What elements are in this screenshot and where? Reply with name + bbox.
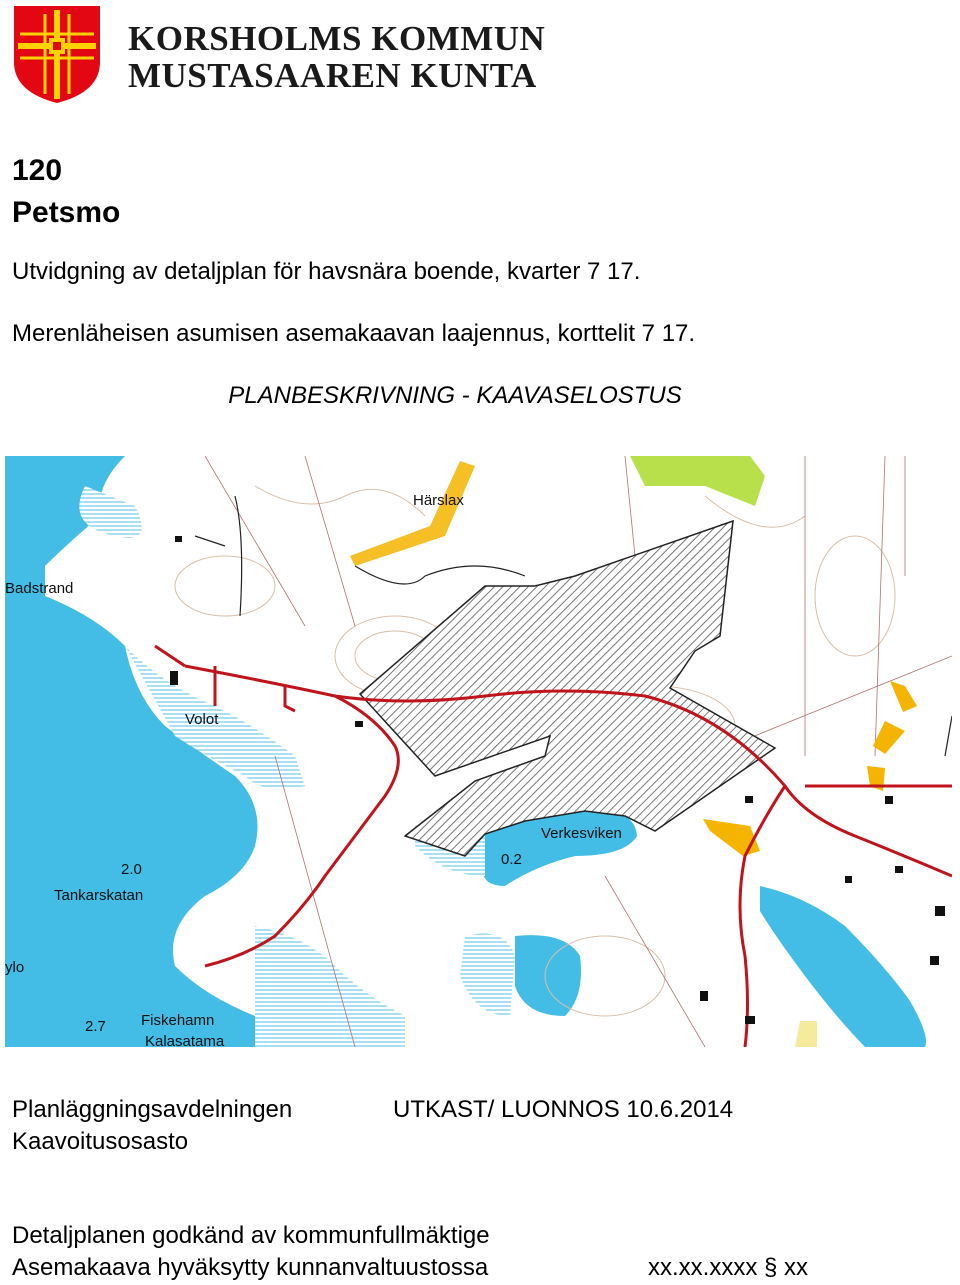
municipality-name-sv: KORSHOLMS KOMMUN	[128, 19, 546, 58]
map-label-depth-27: 2.7	[85, 1018, 106, 1035]
department-swedish: Planläggningsavdelningen	[12, 1096, 293, 1123]
subtitle-swedish: Utvidgning av detaljplan för havsnära boende, kvarter 7 17.	[12, 258, 641, 285]
plan-name: Petsmo	[12, 196, 121, 229]
plan-area-map	[5, 456, 952, 1047]
approval-swedish: Detaljplanen godkänd av kommunfullmäktige	[12, 1222, 490, 1249]
map-label-harslax: Härslax	[413, 492, 464, 509]
plan-number: 120	[12, 154, 63, 187]
map-label-depth-02: 0.2	[501, 851, 522, 868]
municipality-name-fi: MUSTASAAREN KUNTA	[128, 56, 537, 95]
map-label-volot: Volot	[185, 711, 219, 728]
department-finnish: Kaavoitusosasto	[12, 1128, 189, 1155]
map-label-fiskehamn: Fiskehamn	[141, 1012, 215, 1029]
approval-date: xx.xx.xxxx § xx	[648, 1254, 809, 1281]
map-label-badstrand: Badstrand	[5, 580, 74, 597]
map-label-kalasatama: Kalasatama	[145, 1033, 225, 1047]
document-type: PLANBESKRIVNING - KAAVASELOSTUS	[228, 382, 682, 409]
map-label-verkesviken: Verkesviken	[541, 825, 622, 842]
municipality-name	[128, 20, 545, 94]
map-label-tankarskatan: Tankarskatan	[54, 887, 144, 904]
draft-status: UTKAST/ LUONNOS 10.6.2014	[393, 1096, 734, 1123]
approval-finnish: Asemakaava hyväksytty kunnanvaltuustossa	[12, 1254, 489, 1281]
map-label-depth-20: 2.0	[121, 861, 142, 878]
municipal-coat-of-arms-icon	[12, 4, 102, 104]
subtitle-finnish: Merenläheisen asumisen asemakaavan laajennus, korttelit 7 17.	[12, 320, 696, 347]
map-label-ylo: ylo	[5, 959, 25, 976]
plan-heading	[12, 150, 120, 234]
